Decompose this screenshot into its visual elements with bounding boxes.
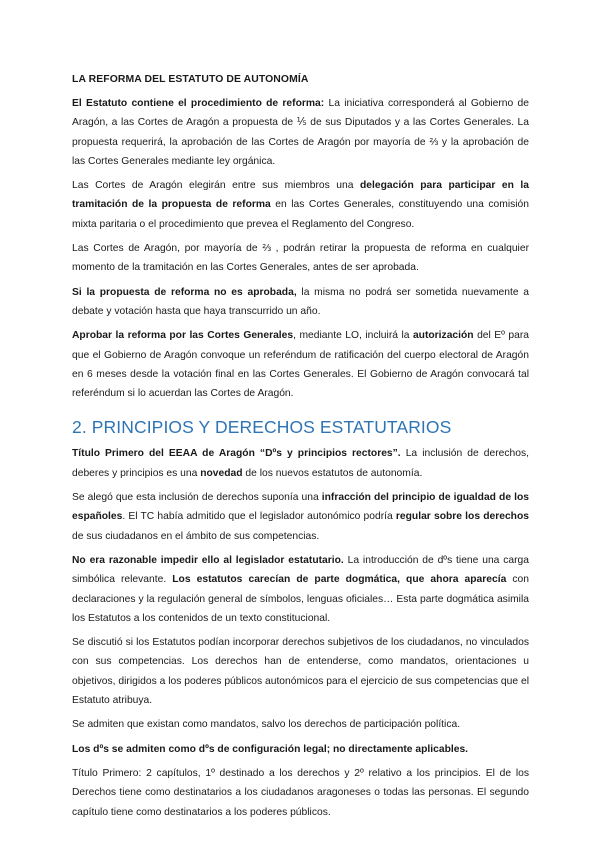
text: Se admiten que existan como mandatos, salvo los derechos de participación política. — [72, 719, 461, 731]
text: La inclusión de derechos, deberes y principios es una — [72, 448, 530, 479]
text: La introducción de dºs tiene una carga simbólica relevante. — [72, 554, 530, 586]
bold-text: Título Primero del EEAA de Aragón “Dºs y principios rectores”. — [72, 448, 401, 460]
paragraph-derechos-subjetivos — [72, 633, 529, 710]
bold-text: novedad — [200, 467, 243, 479]
bold-text: infracción del principio de igualdad de los españoles — [72, 492, 529, 523]
paragraph-configuracion-legal — [72, 740, 529, 759]
bold-text: regular sobre los derechos — [395, 511, 529, 523]
paragraph-parte-dogmatica — [72, 551, 529, 628]
bold-text: Los dºs se admiten como dºs de configuración legal; no directamente aplicables. — [72, 743, 469, 755]
paragraph-igualdad — [72, 488, 529, 546]
bold-text: Aprobar la reforma por las Cortes Generales — [72, 330, 294, 342]
chapter-heading-principios: 2. PRINCIPIOS Y DERECHOS ESTATUTARIOS — [72, 417, 452, 438]
paragraph-no-aprobada — [72, 283, 529, 322]
paragraph-procedimiento — [72, 94, 529, 171]
text: de sus ciudadanos en el ámbito de sus competencias. — [72, 530, 320, 542]
text: de los nuevos estatutos de autonomía. — [242, 467, 423, 479]
bold-text: No era razonable impedir ello al legislador estatutario. — [72, 554, 344, 566]
paragraph-retirar — [72, 239, 529, 278]
text: Título Primero: 2 capítulos, 1º destinado a los derechos y 2º relativo a los principios. El de los Derechos tiene como destinatarios a los ciudadanos aragoneses o todas las personas. El segundo capítulo tiene como destinatarios a los poderes públicos. — [72, 767, 529, 818]
bold-text: El Estatuto contiene el procedimiento de reforma: — [72, 98, 325, 109]
text: Se discutió si los Estatutos podían incorporar derechos subjetivos de los ciudadanos, no vinculados con sus competencias. Los derechos han de entenderse, como mandatos, orientaciones u objetivos, dirigidos a los poderes públicos autonómicos para el ejercicio de sus competencias que el Estatuto atribuya. — [72, 637, 529, 707]
text: Las Cortes de Aragón elegirán entre sus miembros una — [72, 180, 360, 192]
bold-text: Los estatutos carecían de parte dogmática, que ahora aparecía — [172, 574, 507, 586]
paragraph-delegacion — [72, 176, 529, 234]
bold-text: Si la propuesta de reforma no es aprobada, — [72, 286, 297, 298]
bold-text: autorización — [412, 330, 474, 342]
text: en las Cortes Generales, constituyendo una comisión mixta paritaria o el procedimiento que prevea el Reglamento del Congreso. — [72, 199, 529, 230]
text: Se alegó que esta inclusión de derechos suponía una — [72, 492, 322, 504]
text: La iniciativa corresponderá al Gobierno de Aragón, a las Cortes de Aragón a propuesta de ⅕ de sus Diputados y a las Cortes Generales. La propuesta requerirá, la aprobación de las Cortes de Aragón por mayoría de ⅔ y la aprobación de las Cortes Generales mediante ley orgánica. — [72, 98, 529, 167]
text: Las Cortes de Aragón, por mayoría de ⅔ , podrán retirar la propuesta de reforma en cualquier momento de la tramitación en las Cortes Generales, antes de ser aprobada. — [72, 243, 529, 274]
section-heading-reforma: LA REFORMA DEL ESTATUTO DE AUTONOMÍA — [72, 74, 309, 85]
paragraph-capitulos — [72, 764, 529, 822]
paragraph-titulo-primero — [72, 444, 529, 483]
text: del Eº para que el Gobierno de Aragón convoque un referéndum de ratificación del cuerpo electoral de Aragón en 6 meses desde la votación final en las Cortes Generales. El Gobierno de Aragón convocará tal referéndum si lo acuerdan las Cortes de Aragón. — [72, 330, 529, 400]
text: , mediante LO, incluirá la — [293, 330, 413, 342]
bold-text: delegación para participar en la tramitación de la propuesta de reforma — [72, 180, 530, 211]
text: con declaraciones y la regulación general de símbolos, lenguas oficiales… Esta parte dogmática asimila los Estatutos a los contenidos de un texto constitucional. — [72, 574, 529, 624]
paragraph-mandatos — [72, 715, 529, 734]
text: . El TC había admitido que el legislador autonómico podría — [122, 511, 396, 523]
text: la misma no podrá ser sometida nuevamente a debate y votación hasta que haya transcurrido un año. — [72, 286, 529, 317]
paragraph-aprobar-reforma — [72, 326, 529, 403]
